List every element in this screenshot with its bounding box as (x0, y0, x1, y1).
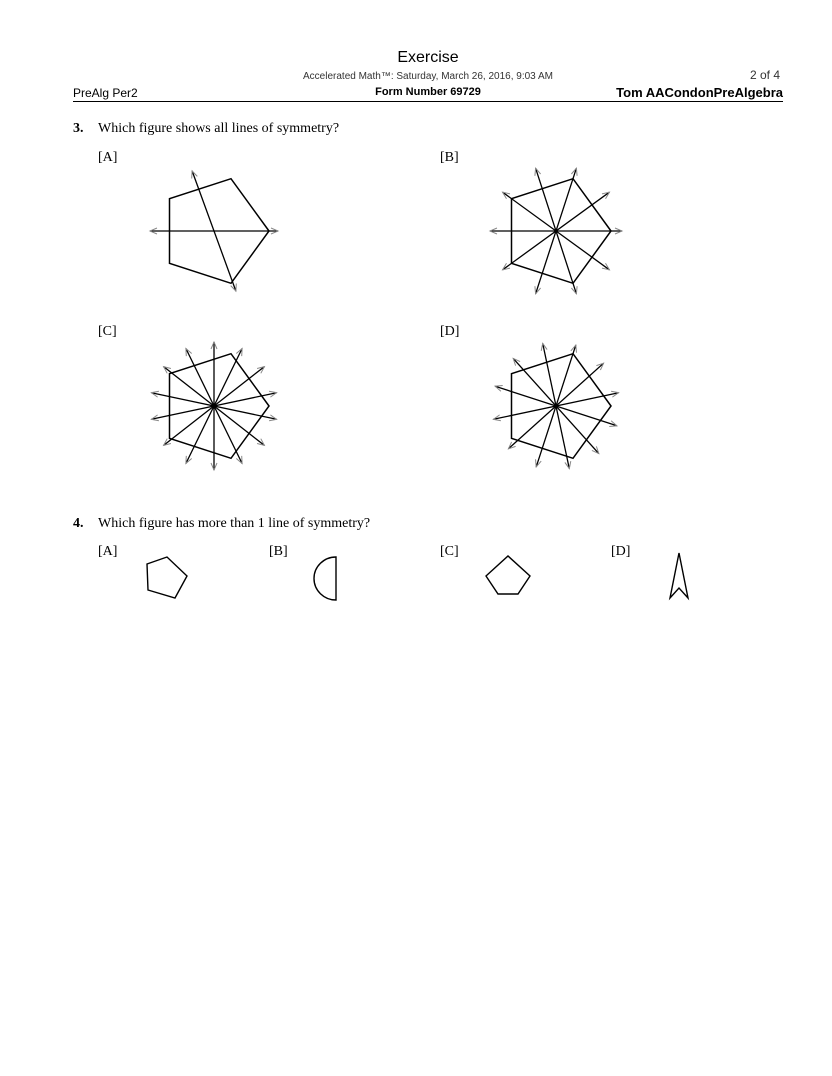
symmetry-line (513, 358, 599, 453)
page-indicator: 2 of 4 (749, 68, 780, 82)
q4-option-d-label[interactable]: [D] (611, 544, 631, 559)
symmetry-line (535, 168, 577, 294)
symmetry-line (192, 171, 237, 291)
symmetry-line (503, 192, 610, 270)
q3-option-d-label[interactable]: [D] (440, 324, 460, 339)
q4-option-a-figure[interactable] (140, 552, 194, 606)
symmetry-line (508, 363, 603, 449)
symmetry-line (503, 192, 610, 270)
symmetry-line (186, 349, 242, 464)
q3-option-c-label[interactable]: [C] (98, 324, 117, 339)
form-number: Form Number 69729 (375, 86, 481, 98)
q4-option-b-label[interactable]: [B] (269, 544, 288, 559)
question-3-text: Which figure shows all lines of symmetry? (98, 121, 340, 136)
q3-option-b-label[interactable]: [B] (440, 150, 459, 165)
symmetry-line (151, 391, 276, 421)
q4-option-d-figure[interactable] (664, 550, 694, 604)
symmetry-line (495, 386, 617, 427)
q4-option-c-figure[interactable] (480, 552, 536, 600)
symmetry-line (535, 168, 577, 294)
symmetry-line (164, 367, 265, 446)
symmetry-line (211, 342, 217, 470)
question-4-number: 4. (73, 516, 84, 531)
pentagon-outline (512, 179, 612, 284)
symmetry-line (150, 228, 278, 234)
symmetry-line (541, 343, 571, 468)
symmetry-line (490, 228, 622, 234)
q4-option-b-figure[interactable] (308, 555, 342, 605)
pentagon-outline (170, 354, 270, 459)
question-4-text: Which figure has more than 1 line of symmetry? (98, 516, 371, 531)
symmetry-line (164, 367, 265, 446)
q4-option-c-label[interactable]: [C] (440, 544, 459, 559)
question-3-number: 3. (73, 121, 84, 136)
q4-option-a-label[interactable]: [A] (98, 544, 118, 559)
header-subtitle: Accelerated Math™: Saturday, March 26, 2016, 9:03 AM (303, 71, 553, 82)
symmetry-line (151, 391, 276, 421)
header-divider (73, 101, 783, 102)
exercise-title: Exercise (397, 49, 459, 66)
symmetry-line (536, 345, 577, 467)
symmetry-line (186, 349, 242, 464)
student-name: Tom AACondonPreAlgebra (616, 85, 783, 100)
class-name: PreAlg Per2 (73, 86, 138, 100)
symmetry-line (493, 391, 618, 421)
pentagon-outline (512, 354, 612, 459)
q3-option-a-label[interactable]: [A] (98, 150, 118, 165)
pentagon-outline (170, 179, 270, 284)
